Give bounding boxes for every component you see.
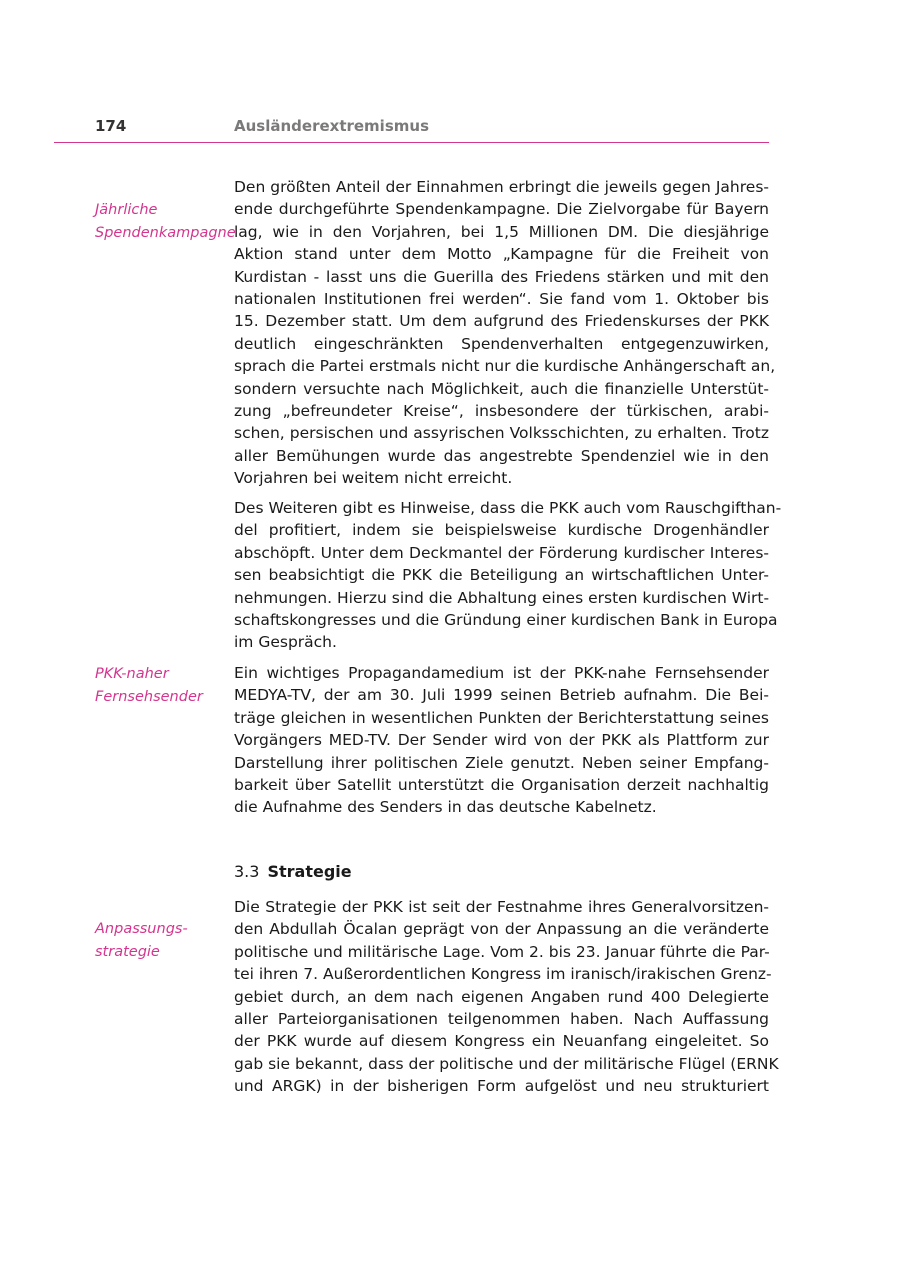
margin-note-line: strategie <box>95 943 160 960</box>
text-line: aller Parteiorganisationen teilgenommen haben. Nach Auffassung <box>234 1009 769 1028</box>
text-line: Die Strategie der PKK ist seit der Festnahme ihres Generalvorsitzen- <box>234 898 769 916</box>
section-number: 3.3 <box>234 862 260 881</box>
text-line: den Abdullah Öcalan geprägt von der Anpassung an die veränderte <box>234 920 769 939</box>
text-line: deutlich eingeschränkten Spendenverhalten entgegenzuwirken, <box>234 334 769 353</box>
margin-note-line: Fernsehsender <box>95 688 203 705</box>
margin-note-line: Spendenkampagne <box>95 224 236 241</box>
text-line: lag, wie in den Vorjahren, bei 1,5 Millionen DM. Die diesjährige <box>234 222 769 241</box>
text-line: del profitiert, indem sie beispielsweise kurdische Drogenhändler <box>234 521 769 540</box>
margin-note-line: Jährliche <box>95 202 158 218</box>
text-line: gebiet durch, an dem nach eigenen Angaben rund 400 Delegierte <box>234 987 769 1006</box>
text-line: der PKK wurde auf diesem Kongress ein Neuanfang eingeleitet. So <box>234 1032 769 1051</box>
paragraph-spendenkampagne <box>234 176 776 489</box>
section-heading <box>234 862 352 881</box>
text-line: MEDYA-TV, der am 30. Juli 1999 seinen Betrieb aufnahm. Die Bei- <box>234 686 769 705</box>
paragraph-strategie <box>234 896 779 1098</box>
text-line: nationalen Institutionen frei werden“. Sie fand vom 1. Oktober bis <box>234 289 769 308</box>
text-line: im Gespräch. <box>234 633 337 652</box>
text-line: Vorgängers MED-TV. Der Sender wird von der PKK als Plattform zur <box>234 731 769 750</box>
text-line: die Aufnahme des Senders in das deutsche Kabelnetz. <box>234 798 657 817</box>
text-line: sen beabsichtigt die PKK die Beteiligung an wirtschaftlichen Unter- <box>234 566 769 585</box>
text-line: und ARGK) in der bisherigen Form aufgelöst und neu strukturiert <box>234 1077 769 1096</box>
page-number: 174 <box>95 117 127 135</box>
paragraph-fernsehsender <box>234 662 769 819</box>
text-line: aller Bemühungen wurde das angestrebte Spendenziel wie in den <box>234 446 769 465</box>
text-line: Den größten Anteil der Einnahmen erbringt die jeweils gegen Jahres- <box>234 178 769 196</box>
paragraph-rauschgifthandel <box>234 497 782 654</box>
margin-note-anpassungsstrategie <box>95 918 230 963</box>
running-head: Ausländerextremismus <box>234 117 429 135</box>
text-line: politische und militärische Lage. Vom 2. bis 23. Januar führte die Par- <box>234 942 770 961</box>
text-line: Ein wichtiges Propagandamedium ist der PKK-nahe Fernsehsender <box>234 664 769 682</box>
text-line: sprach die Partei erstmals nicht nur die kurdische Anhängerschaft an, <box>234 357 776 376</box>
margin-note-line: PKK-naher <box>95 666 169 682</box>
text-line: Darstellung ihrer politischen Ziele genutzt. Neben seiner Empfang- <box>234 753 769 772</box>
text-line: Aktion stand unter dem Motto „Kampagne für die Freiheit von <box>234 245 769 264</box>
margin-note-fernsehsender <box>95 663 230 708</box>
text-line: zung „befreundeter Kreise“, insbesondere der türkischen, arabi- <box>234 401 769 420</box>
text-line: tei ihren 7. Außerordentlichen Kongress im iranisch/irakischen Grenz- <box>234 965 772 984</box>
margin-note-line: Anpassungs- <box>95 921 188 937</box>
text-line: schen, persischen und assyrischen Volksschichten, zu erhalten. Trotz <box>234 424 769 443</box>
text-line: träge gleichen in wesentlichen Punkten der Berichterstattung seines <box>234 708 769 727</box>
text-line: Vorjahren bei weitem nicht erreicht. <box>234 469 513 488</box>
text-line: barkeit über Satellit unterstützt die Organisation derzeit nachhaltig <box>234 775 769 794</box>
section-title: Strategie <box>267 862 352 881</box>
text-line: 15. Dezember statt. Um dem aufgrund des Friedenskurses der PKK <box>234 312 769 331</box>
margin-note-spendenkampagne <box>95 199 236 244</box>
text-line: schaftskongresses und die Gründung einer kurdischen Bank in Europa <box>234 610 778 629</box>
text-line: gab sie bekannt, dass der politische und der militärische Flügel (ERNK <box>234 1054 779 1073</box>
text-line: sondern versuchte nach Möglichkeit, auch die finanzielle Unterstüt- <box>234 379 769 398</box>
text-line: abschöpft. Unter dem Deckmantel der Förderung kurdischer Interes- <box>234 543 769 562</box>
text-line: nehmungen. Hierzu sind die Abhaltung eines ersten kurdischen Wirt- <box>234 588 770 607</box>
page-header <box>0 117 900 143</box>
header-rule <box>54 142 769 143</box>
text-line: ende durchgeführte Spendenkampagne. Die Zielvorgabe für Bayern <box>234 200 769 219</box>
text-line: Kurdistan - lasst uns die Guerilla des Friedens stärken und mit den <box>234 267 769 286</box>
text-line: Des Weiteren gibt es Hinweise, dass die PKK auch vom Rauschgifthan- <box>234 499 782 517</box>
